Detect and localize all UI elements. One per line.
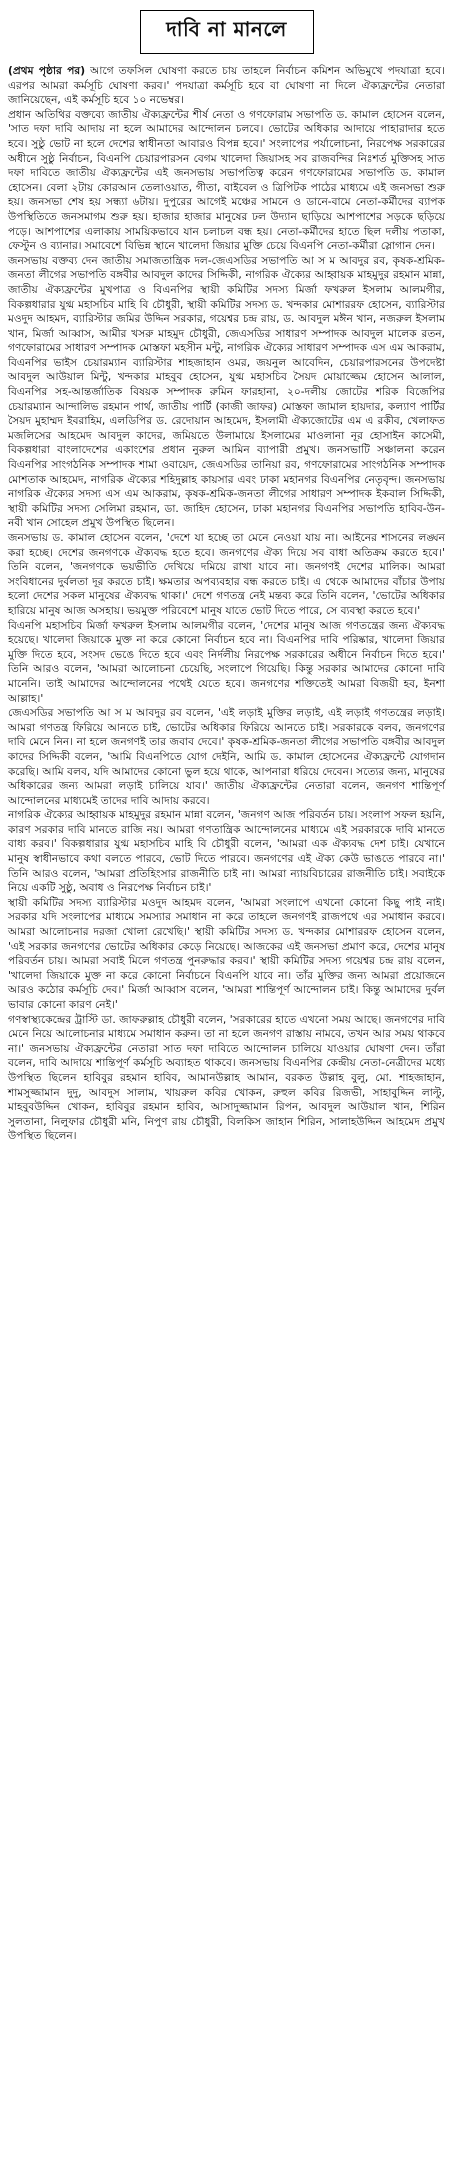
- headline-box: [140, 10, 314, 54]
- article-paragraph: জনসভায় বক্তব্য দেন জাতীয় সমাজতান্ত্রিক দল-জেএসডির সভাপতি আ স ম আবদুর রব, কৃষক-শ্রমিক-জনতা লীগের সভাপতি বঙ্গবীর আবদুল কাদের সিদ্দিকী, নাগরিক ঐক্যের আহ্বায়ক মাহমুদুর রহমান মান্না, জাতীয় ঐক্যফ্রন্টের মুখপাত্র ও বিএনপির স্থায়ী কমিটির সদস্য মির্জা ফখরুল ইসলাম আলমগীর, বিকল্পধারার যুগ্ম মহাসচিব মাহি বি চৌধুরী, স্থায়ী কমিটির সদস্য ড. খন্দকার মোশাররফ হোসেন, ব্যারিস্টার মওদুদ আহমদ, ব্যারিস্টার জমির উদ্দিন সরকার, গয়েশ্বর চন্দ্র রায়, ড. আবদুল মঈন খান, নজরুল ইসলাম খান, মির্জা আব্বাস, আমীর খসরু মাহমুদ চৌধুরী, জেএসডির সাধারণ সম্পাদক আবদুল মালেক রতন, গণফোরামের সাধারণ সম্পাদক মোস্তফা মহসীন মন্টু, নাগরিক ঐক্যের সাধারণ সম্পাদক এস এম আকরাম, বিএনপির ভাইস চেয়ারম্যান ব্যারিস্টার শাহজাহান ওমর, জয়নুল আবেদিন, চেয়ারপারসনের উপদেষ্টা আবদুল আউয়াল মিন্টু, খন্দকার মাহবুব হোসেন, যুগ্ম মহাসচিব সৈয়দ মোয়াজ্জেম হোসেন আলাল, বিএনপির সহ-আন্তর্জাতিক বিষয়ক সম্পাদক রুমিন ফারহানা, ২০-দলীয় জোটের শরিক বিজেপির চেয়ারম্যান আন্দালিভ রহমান পার্থ, জাতীয় পার্টি (কাজী জাফর) মোস্তফা জামাল হায়দার, কল্যাণ পার্টির সৈয়দ মুহাম্মদ ইবরাহিম, এলডিপির ড. রেদোয়ান আহমেদ, ইসলামী ঐক্যজোটের এম এ রকীব, খেলাফত মজলিসের আহমেদ আবদুল কাদের, জমিয়তে উলামায়ে ইসলামের মাওলানা নূর হোসাইন কাসেমী, বিকল্পধারা বাংলাদেশের একাংশের প্রধান নুরুল আমিন ব্যাপারী প্রমুখ। জনসভাটি সঞ্চালনা করেন বিএনপির সাংগঠনিক সম্পাদক শামা ওবায়েদ, জেএসডির তানিয়া রব, গণফোরামের সাংগঠনিক সম্পাদক মোশতাক আহমেদ, নাগরিক ঐক্যের শহিদুল্লাহ কায়সার এবং ঢাকা মহানগর বিএনপির নেতৃবৃন্দ। জনসভায় নাগরিক ঐক্যের সদস্য এস এম আকরাম, কৃষক-শ্রমিক-জনতা লীগের সাধারণ সম্পাদক ইকবাল সিদ্দিকী, স্থায়ী কমিটির সদস্য সেলিমা রহমান, ডা. জাহিদ হোসেন, ঢাকা মহানগর বিএনপির সভাপতি হাবিব-উন-নবী খান সোহেল প্রমুখ উপস্থিত ছিলেন।: [8, 254, 445, 530]
- article-paragraph: নাগরিক ঐক্যের আহ্বায়ক মাহমুদুর রহমান মান্না বলেন, 'জনগণ আজ পরিবর্তন চায়। সংলাপ সফল হয়নি, কারণ সরকার দাবি মানতে রাজি নয়। আমরা গণতান্ত্রিক আন্দোলনের মাধ্যমে এই সরকারকে দাবি মানতে বাধ্য করব।' বিকল্পধারার যুগ্ম মহাসচিব মাহি বি চৌধুরী বলেন, 'আমরা এক ঐক্যবদ্ধ দেশ চাই। যেখানে মানুষ স্বাধীনভাবে কথা বলতে পারবে, ভোট দিতে পারবে। জনগণের এই ঐক্য কেউ ভাঙতে পারবে না।' তিনি আরও বলেন, 'আমরা প্রতিহিংসার রাজনীতি চাই না। আমরা ন্যায়বিচারের রাজনীতি চাই। সবাইকে নিয়ে একটি সুষ্ঠু, অবাধ ও নিরপেক্ষ নির্বাচন চাই।': [8, 809, 445, 895]
- paragraph-text: আগে তফসিল ঘোষণা করতে চায় তাহলে নির্বাচন কমিশন অভিমুখে পদযাত্রা হবে। এরপর আমরা কর্মসূচি ঘোষণা করব।' পদযাত্রা কর্মসূচি হবে বা ঘোষণা না দিলে ঐক্যফ্রন্টের নেতারা জানিয়েছেন, এই কর্মসূচি হবে ১০ নভেম্বর।: [8, 65, 445, 107]
- article-paragraph: বিএনপি মহাসচিব মির্জা ফখরুল ইসলাম আলমগীর বলেন, 'দেশের মানুষ আজ গণতন্ত্রের জন্য ঐক্যবদ্ধ হয়েছে। খালেদা জিয়াকে মুক্ত না করে কোনো নির্বাচন হবে না। বিএনপির দাবি পরিষ্কার, খালেদা জিয়ার মুক্তি দিতে হবে, সংসদ ভেঙে দিতে হবে এবং নির্দলীয় নিরপেক্ষ সরকারের অধীনে নির্বাচন দিতে হবে।' তিনি আরও বলেন, 'আমরা আলোচনা চেয়েছি, সংলাপে গিয়েছি। কিন্তু সরকার আমাদের কোনো দাবি মানেনি। তাই আমাদের আন্দোলনের পথেই যেতে হবে। জনগণের শক্তিতেই আমরা বিজয়ী হব, ইনশা আল্লাহ।': [8, 619, 445, 705]
- article-paragraph: স্থায়ী কমিটির সদস্য ব্যারিস্টার মওদুদ আহমদ বলেন, 'আমরা সংলাপে এখনো কোনো কিছু পাই নাই। সরকার যদি সংলাপের মাধ্যমে সমস্যার সমাধান না করে তাহলে জনগণই রাজপথে এর সমাধান করবে। আমরা আলোচনার দরজা খোলা রেখেছি।' স্থায়ী কমিটির সদস্য ড. খন্দকার মোশাররফ হোসেন বলেন, 'এই সরকার জনগণের ভোটের অধিকার কেড়ে নিয়েছে। আজকের এই জনসভা প্রমাণ করে, দেশের মানুষ পরিবর্তন চায়। আমরা সবাই মিলে গণতন্ত্র পুনরুদ্ধার করব।' স্থায়ী কমিটির সদস্য গয়েশ্বর চন্দ্র রায় বলেন, 'খালেদা জিয়াকে মুক্ত না করে কোনো নির্বাচনে বিএনপি যাবে না। তাঁর মুক্তির জন্য আমরা প্রয়োজনে আরও কঠোর কর্মসূচি দেব।' মির্জা আব্বাস বলেন, 'আমরা শান্তিপূর্ণ আন্দোলন চাই। কিন্তু আমাদের দুর্বল ভাবার কোনো কারণ নেই।': [8, 896, 445, 1011]
- article-paragraph: জনসভায় ড. কামাল হোসেন বলেন, 'দেশে যা হচ্ছে তা মেনে নেওয়া যায় না। আইনের শাসনের লঙ্ঘন করা হচ্ছে। দেশের জনগণকে ঐক্যবদ্ধ হতে হবে। জনগণের ঐক্য দিয়ে সব বাধা অতিক্রম করতে হবে।' তিনি বলেন, 'জনগণকে ভয়ভীতি দেখিয়ে দমিয়ে রাখা যাবে না। জনগণই দেশের মালিক। আমরা সংবিধানের দুর্বলতা দূর করতে চাই। ক্ষমতার অপব্যবহার বন্ধ করতে চাই। এ থেকে আমাদের বাঁচার উপায় হলো দেশের সকল মানুষের ঐক্যবদ্ধ থাকা।' দেশে গণতন্ত্র নেই মন্তব্য করে তিনি বলেন, 'ভোটের অধিকার হারিয়ে মানুষ আজ অসহায়। ভয়মুক্ত পরিবেশে মানুষ যাতে ভোট দিতে পারে, সে ব্যবস্থা করতে হবে।': [8, 532, 445, 617]
- article-paragraph: [8, 64, 445, 108]
- article-body: [8, 64, 445, 1144]
- headline: দাবি না মানলে: [166, 17, 287, 41]
- article-paragraph: গণস্বাস্থ্যকেন্দ্রের ট্রাস্টি ডা. জাফরুল্লাহ চৌধুরী বলেন, 'সরকারের হাতে এখনো সময় আছে। জনগণের দাবি মেনে নিয়ে আলোচনার মাধ্যমে সমাধান করুন। তা না হলে জনগণ রাস্তায় নামবে, তখন আর সময় থাকবে না।' জনসভায় ঐক্যফ্রন্টের নেতারা সাত দফা দাবিতে আন্দোলন চালিয়ে যাওয়ার ঘোষণা দেন। তাঁরা বলেন, দাবি আদায়ে শান্তিপূর্ণ কর্মসূচি অব্যাহত থাকবে। জনসভায় বিএনপির কেন্দ্রীয় নেতা-নেত্রীদের মধ্যে উপস্থিত ছিলেন হাবিবুর রহমান হাবিব, আমানউল্লাহ আমান, বরকত উল্লাহ বুলু, মো. শাহজাহান, শামসুজ্জামান দুদু, আবদুস সালাম, খায়রুল কবির খোকন, রুহুল কবির রিজভী, সাহাবুদ্দিন লাল্টু, মাহবুবউদ্দিন খোকন, হাবিবুর রহমান হাবিব, আসাদুজ্জামান রিপন, আবদুল আউয়াল খান, শিরিন সুলতানা, নিলুফার চৌধুরী মনি, নিপুণ রায় চৌধুরী, বিলকিস জাহান শিরিন, সালাহউদ্দিন আহমেদ প্রমুখ উপস্থিত ছিলেন।: [8, 1013, 445, 1143]
- article-paragraph: জেএসডির সভাপতি আ স ম আবদুর রব বলেন, 'এই লড়াই মুক্তির লড়াই, এই লড়াই গণতন্ত্রের লড়াই। আমরা গণতন্ত্র ফিরিয়ে আনতে চাই, ভোটের অধিকার ফিরিয়ে আনতে চাই। সরকারকে বলব, জনগণের দাবি মেনে নিন। না হলে জনগণই তার জবাব দেবে।' কৃষক-শ্রমিক-জনতা লীগের সভাপতি বঙ্গবীর আবদুল কাদের সিদ্দিকী বলেন, 'আমি বিএনপিতে যোগ দেইনি, আমি ড. কামাল হোসেনের ঐক্যফ্রন্টে যোগদান করেছি। আমি বলব, যদি আমাদের কোনো ভুল হয়ে থাকে, আপনারা ধরিয়ে দেবেন। সত্যের জন্য, মানুষের অধিকারের জন্য আমরা লড়াই চালিয়ে যাব।' জাতীয় ঐক্যফ্রন্টের নেতারা বলেন, জনগণ শান্তিপূর্ণ আন্দোলনের মাধ্যমেই তাদের দাবি আদায় করবে।: [8, 707, 445, 807]
- article-paragraph: প্রধান অতিথির বক্তব্যে জাতীয় ঐক্যফ্রন্টের শীর্ষ নেতা ও গণফোরাম সভাপতি ড. কামাল হোসেন বলেন, 'সাত দফা দাবি আদায় না হলে আমাদের আন্দোলন চলবে। ভোটের অধিকার আদায়ে পাহারাদার হতে হবে। সুষ্ঠু ভোট না হলে দেশের স্বাধীনতা আবারও বিপন্ন হবে।' সংলাপের পর্যালোচনা, নিরপেক্ষ সরকারের অধীনে সুষ্ঠু নির্বাচন, বিএনপি চেয়ারপারসন বেগম খালেদা জিয়াসহ সব রাজবন্দির নিঃশর্ত মুক্তিসহ সাত দফা দাবিতে জাতীয় ঐক্যফ্রন্টের এই জনসভায় সভাপতিত্ব করেন গণফোরামের সভাপতি ড. কামাল হোসেন। বেলা ২টায় কোরআন তেলাওয়াত, গীতা, বাইবেল ও ত্রিপিটক পাঠের মাধ্যমে এই জনসভা শুরু হয়। জনসভা শেষ হয় সন্ধ্যা ৬টায়। দুপুরের আগেই মঞ্চের সামনে ও ডানে-বামে নেতা-কর্মীদের ব্যাপক উপস্থিতিতে জনসমাগম শুরু হয়। হাজার হাজার মানুষের ঢল উদ্যান ছাড়িয়ে আশপাশের সড়কে ছড়িয়ে পড়ে। আশপাশের এলাকায় সাময়িকভাবে যান চলাচল বন্ধ হয়। নেতা-কর্মীদের হাতে ছিল দলীয় পতাকা, ফেস্টুন ও ব্যানার। সমাবেশে বিভিন্ন স্থানে খালেদা জিয়ার মুক্তি চেয়ে বিএনপি নেতা-কর্মীরা স্লোগান দেন।: [8, 108, 445, 253]
- continuation-label: (প্রথম পৃষ্ঠার পর): [8, 65, 86, 77]
